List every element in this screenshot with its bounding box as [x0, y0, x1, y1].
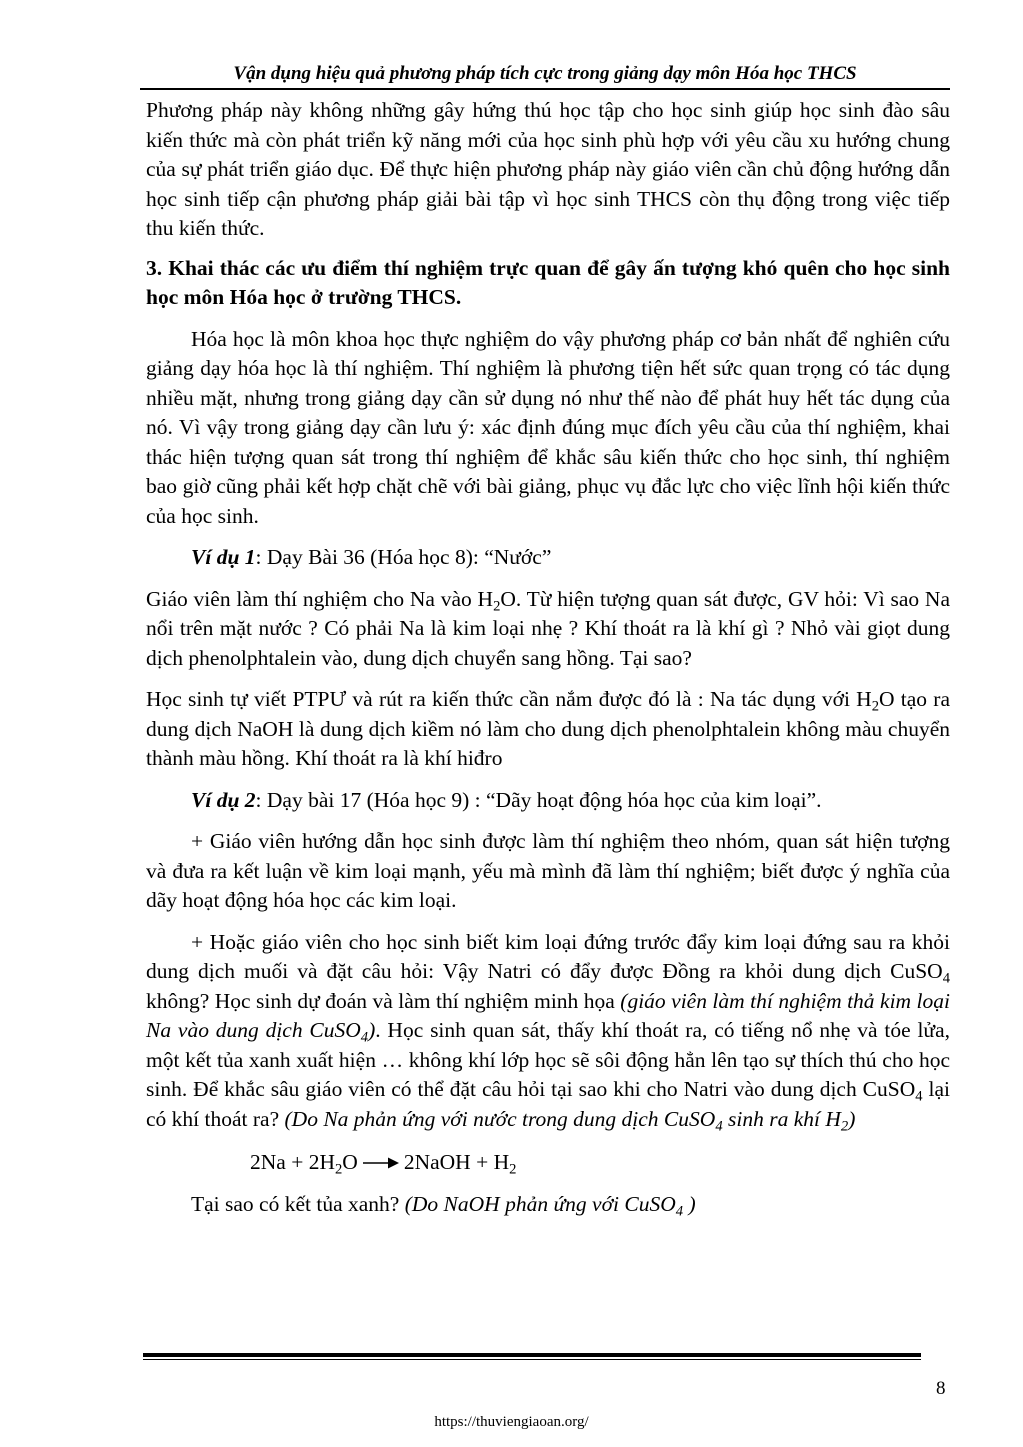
example-2-heading	[146, 786, 950, 816]
example-2-label: Ví dụ 2	[191, 787, 256, 812]
footer-divider	[143, 1353, 921, 1357]
paragraph-sodium-water	[146, 585, 950, 674]
text-segment: không? Học sinh dự đoán và làm thí nghiệm minh họa	[146, 988, 621, 1013]
header-title: Vận dụng hiệu quả phương pháp tích cực trong giảng dạy môn Hóa học THCS	[233, 63, 857, 84]
example-1-label: Ví dụ 1	[191, 545, 256, 569]
chemical-equation	[146, 1148, 950, 1178]
paragraph-group-experiment: + Giáo viên hướng dẫn học sinh được làm thí nghiệm theo nhóm, quan sát hiện tượng và đưa ra kết luận về kim loại mạnh, yếu mà mình đã làm thí nghiệm; biết được ý nghĩa của dãy hoạt động hóa học các kim loại.	[146, 829, 950, 912]
text-segment: (giáo viên làm thí nghiệm thả kim loại Na vào dung dịch CuSO	[146, 988, 950, 1042]
subscript: 2	[840, 1117, 849, 1134]
source-url: https://thuviengiaoan.org/	[434, 1414, 589, 1430]
italic-note	[404, 1191, 696, 1219]
text-segment: )	[683, 1191, 696, 1216]
section-heading: 3. Khai thác các ưu điểm thí nghiệm trực quan để gây ấn tượng khó quên cho học sinh học môn Hóa học ở trường THCS.	[146, 255, 950, 309]
text-segment: 2Na + 2H	[250, 1150, 335, 1174]
text-segment: . Học sinh quan sát, thấy khí thoát ra, có tiếng nổ nhẹ và tóe lửa, một kết tủa xanh xuất hiện … không khí lớp học sẽ sôi động hẳn lên tạo sự thích thú cho học sinh. Để khắc sâu giáo viên có thể đặt câu hỏi tại sao khi cho Natri vào dung dịch CuSO	[146, 1018, 950, 1101]
subscript: 2	[509, 1161, 517, 1178]
text-segment: (Do Na phản ứng với nước trong dung dịch CuSO	[284, 1106, 716, 1131]
text-segment: Giáo viên làm thí nghiệm cho Na vào H	[146, 586, 494, 611]
paragraph-experiment-importance: Hóa học là môn khoa học thực nghiệm do vậy phương pháp cơ bản nhất để nghiên cứu giảng dạy hóa học là thí nghiệm. Thí nghiệm là phương tiện hết sức quan trọng có tác dụng nhiều mặt, nhưng trong giảng dạy cần sử dụng nó như thế nào để phát huy hết tác dụng của nó. Vì vậy trong giảng dạy cần lưu ý: xác định đúng mục đích yêu cầu của thí nghiệm, khai thác hiện tượng quan sát trong thí nghiệm để khắc sâu kiến thức cho học sinh, thí nghiệm bao giờ cũng phải kết hợp chặt chẽ với bài giảng, phục vụ đắc lực cho việc lĩnh hội kiến thức của học sinh.	[146, 326, 950, 528]
subscript: 4	[942, 970, 950, 987]
paragraph-natri-cuso4	[146, 928, 950, 1135]
subscript: 2	[493, 597, 501, 614]
text-segment: 2NaOH + H	[403, 1150, 510, 1174]
text-segment: + Hoặc giáo viên cho học sinh biết kim loại đứng trước đẩy kim loại đứng sau ra khỏi dung dịch muối và đặt câu hỏi: Vậy Natri có đẩy được Đồng ra khỏi dung dịch CuSO	[146, 929, 950, 983]
example-1-text: : Dạy Bài 36 (Hóa học 8): “Nước”	[255, 545, 552, 569]
example-2-text: : Dạy bài 17 (Hóa học 9) : “Dãy hoạt động hóa học của kim loại”.	[255, 787, 822, 812]
text-segment: O. Từ hiện tượng quan sát được, GV hỏi: Vì sao Na nổi trên mặt nước ? Có phải Na là kim loại nhẹ ? Khí thoát ra là khí gì ? Nhỏ vài giọt dung dịch phenolphtalein vào, dung dịch chuyển sang hồng. Tại sao?	[146, 586, 950, 670]
text-segment: O	[342, 1150, 358, 1174]
document-body	[146, 96, 950, 1219]
text-segment: (Do NaOH phản ứng với CuSO	[404, 1191, 676, 1216]
paragraph-intro: Phương pháp này không những gây hứng thú học tập cho học sinh giúp học sinh đào sâu kiến thức mà còn phát triển kỹ năng mới của học sinh phù hợp với yêu cầu xu hướng chung của sự phát triển giáo dục. Để thực hiện phương pháp này giáo viên cần chủ động hướng dẫn học sinh tiếp cận phương pháp giải bài tập vì học sinh THCS còn thụ động trong việc tiếp thu kiến thức.	[146, 98, 950, 240]
subscript: 4	[675, 1202, 684, 1219]
text-segment: Tại sao có kết tủa xanh?	[191, 1191, 405, 1216]
text-segment: lại có khí thoát ra?	[146, 1077, 951, 1131]
text-segment: O tạo ra dung dịch NaOH là dung dịch kiềm nó làm cho dung dịch phenolphtalein không màu chuyển thành màu hồng. Khí thoát ra là khí hiđro	[146, 687, 950, 770]
text-segment: Học sinh tự viết PTPƯ và rút ra kiến thức cần nắm được đó là : Na tác dụng với H	[146, 687, 872, 711]
text-segment: )	[368, 1018, 376, 1042]
page-number: 8	[936, 1378, 946, 1399]
reaction-arrow-icon	[362, 1156, 400, 1170]
example-1-heading	[146, 543, 950, 573]
subscript: 2	[334, 1161, 343, 1178]
subscript: 4	[360, 1029, 369, 1046]
subscript: 2	[871, 698, 880, 715]
paragraph-blue-precipitate	[146, 1190, 950, 1220]
paragraph-student-conclusion	[146, 685, 950, 774]
header-divider	[140, 88, 950, 90]
text-segment: )	[848, 1106, 856, 1131]
subscript: 4	[715, 1117, 723, 1134]
italic-note	[284, 1106, 856, 1134]
text-segment: sinh ra khí H	[722, 1106, 841, 1131]
subscript: 4	[915, 1088, 923, 1105]
footer-divider-thin	[143, 1359, 921, 1360]
